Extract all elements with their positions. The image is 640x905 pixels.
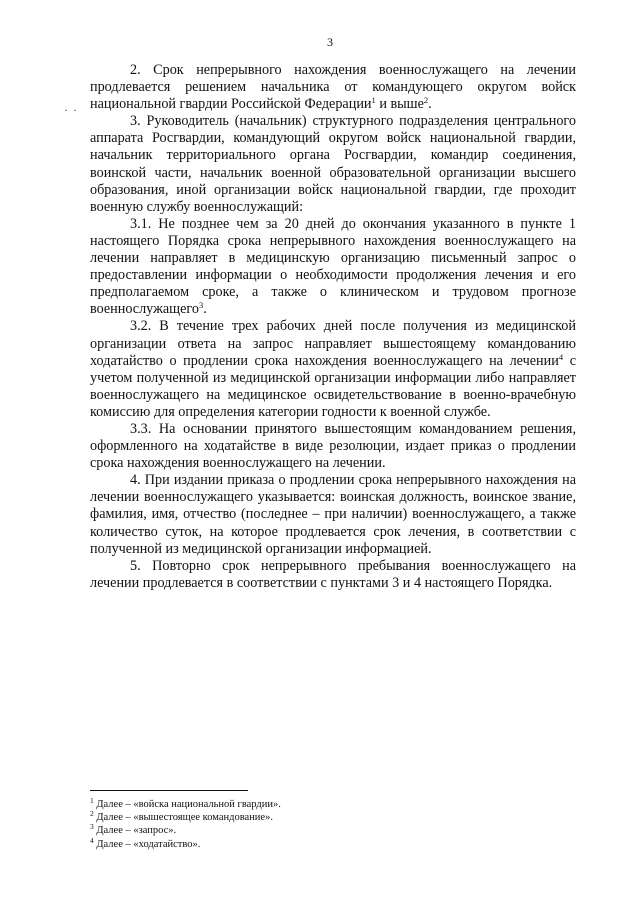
- margin-mark: · ·: [64, 103, 78, 117]
- paragraph-3-1: [90, 216, 576, 319]
- footnote-text: Далее – «запрос».: [93, 825, 177, 837]
- paragraph-2: [90, 62, 576, 113]
- paragraph-3-3: [90, 421, 576, 472]
- paragraph-5: [90, 558, 576, 592]
- text-run: 3.2. В течение трех рабочих дней после получения из медицинской организации ответа на запрос направляет вышестоящему командованию ходатайство о продлении срока нахождения военнослужащего на лечении: [90, 318, 576, 369]
- paragraph-4: [90, 472, 576, 557]
- footnote-text: Далее – «войска национальной гвардии».: [93, 799, 281, 810]
- body-text: [90, 62, 576, 592]
- footnote-marker: 3: [90, 822, 94, 832]
- footnote-separator: [90, 790, 248, 791]
- text-run: .: [428, 96, 432, 113]
- footnotes: [90, 798, 570, 851]
- footnote-marker: 2: [90, 809, 94, 819]
- text-run: 3.1. Не позднее чем за 20 дней до окончания указанного в пункте 1 настоящего Порядка срока непрерывного нахождения военнослужащего на лечении направляет в медицинскую организацию письменный запрос о предоставлении информации о необходимости продолжения лечения и его предполагаемом сроке, а также о клиническом и трудовом прогнозе военнослужащего: [90, 215, 576, 318]
- text-run: и выше: [375, 96, 424, 113]
- paragraph-3: [90, 113, 576, 216]
- footnote-4: [90, 835, 570, 851]
- footnote-3: [90, 824, 570, 837]
- footnote-1: [90, 798, 570, 811]
- footnote-ref: 1: [371, 95, 376, 106]
- text-run: 3.3. На основании принятого вышестоящим командованием решения, оформленного на ходатайстве в виде резолюции, издает приказ о продлении срока нахождения военнослужащего на лечении.: [90, 420, 576, 472]
- footnote-text: Далее – «ходатайство».: [93, 838, 201, 850]
- footnote-text: Далее – «вышестоящее командование».: [93, 812, 273, 824]
- footnote-ref: 2: [423, 95, 429, 106]
- text-run: 5. Повторно срок непрерывного пребывания военнослужащего на лечении продлевается в соответствии с пунктами 3 и 4 настоящего Порядка.: [90, 557, 576, 591]
- text-run: 4. При издании приказа о продлении срока непрерывного нахождения на лечении военнослужащего указывается: воинская должность, воинское звание, фамилия, имя, отчество (последнее – при наличии) военнослужащего, а также количество суток, на которое продлевается срок лечения, в соответствии с полученной из медицинской организации информацией.: [90, 472, 576, 557]
- footnote-ref: 3: [198, 300, 204, 311]
- text-run: .: [203, 301, 207, 318]
- paragraph-3-2: [90, 318, 576, 421]
- text-run: с учетом полученной из медицинской организации информации либо направляет военнослужащего на медицинское освидетельствование в военно-врачебную комиссию для определения категории годности к военной службе.: [90, 352, 576, 420]
- footnote-ref: 4: [558, 351, 564, 362]
- page-number: 3: [327, 35, 333, 49]
- footnote-marker: 1: [90, 796, 94, 805]
- footnote-2: [90, 811, 570, 824]
- text-run: 2. Срок непрерывного нахождения военнослужащего на лечении продлевается решением начальника от командующего округом войск национальной гвардии Российской Федерации: [90, 62, 576, 113]
- footnote-marker: 4: [90, 835, 94, 845]
- text-run: 3. Руководитель (начальник) структурного подразделения центрального аппарата Росгвардии, командующий округом войск национальной гвардии, начальник территориального органа Росгвардии, командир соединения, воинской части, начальник военной образовательной организации высшего образования, иной организации войск национальной гвардии, где проходит военную службу военнослужащий:: [90, 113, 576, 215]
